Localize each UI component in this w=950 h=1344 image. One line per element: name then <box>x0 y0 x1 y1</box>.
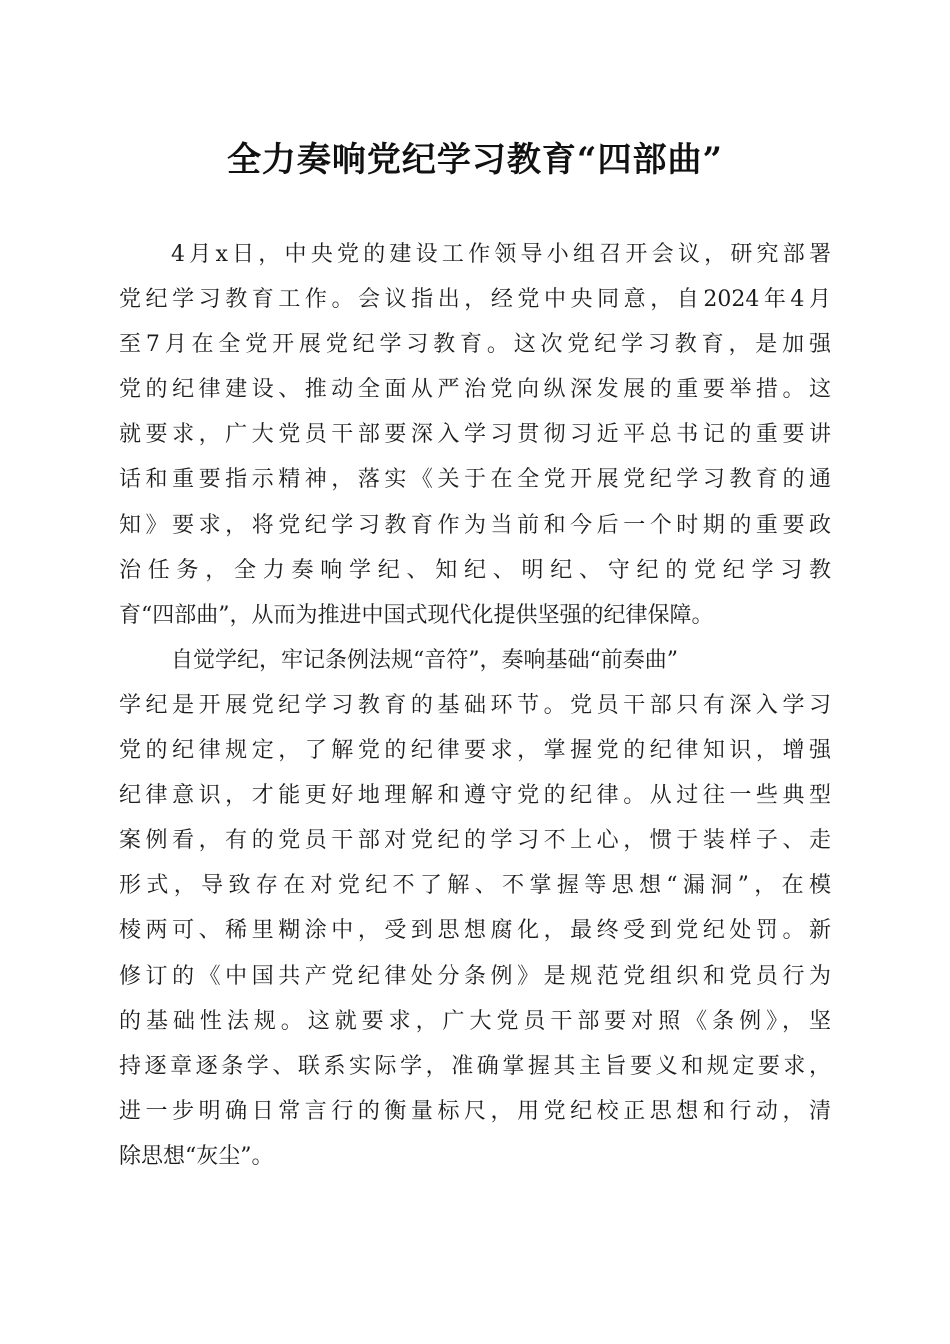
text-line: 形式，导致存在对党纪不了解、不掌握等思想“漏洞”，在模 <box>119 873 831 899</box>
text-line: 党纪学习教育工作。会议指出，经党中央同意，自2024年4月 <box>119 287 831 313</box>
text-line: 就要求，广大党员干部要深入学习贯彻习近平总书记的重要讲 <box>119 422 831 448</box>
text-line: 至7月在全党开展党纪学习教育。这次党纪学习教育，是加强 <box>119 332 831 358</box>
text-line: 育“四部曲”，从而为推进中国式现代化提供坚强的纪律保障。 <box>119 602 714 628</box>
text-line: 话和重要指示精神，落实《关于在全党开展党纪学习教育的通 <box>119 467 831 493</box>
text-line: 自觉学纪，牢记条例法规“音符”，奏响基础“前奏曲” <box>171 647 678 673</box>
text-line: 纪律意识，才能更好地理解和遵守党的纪律。从过往一些典型 <box>119 783 831 809</box>
text-line: 除思想“灰尘”。 <box>119 1143 274 1169</box>
text-line: 持逐章逐条学、联系实际学，准确掌握其主旨要义和规定要求， <box>119 1053 831 1079</box>
paragraph-1 <box>119 232 831 638</box>
text-line: 治任务，全力奏响学纪、知纪、明纪、守纪的党纪学习教 <box>119 557 831 583</box>
text-line: 修订的《中国共产党纪律处分条例》是规范党组织和党员行为 <box>119 963 831 989</box>
text-line: 的基础性法规。这就要求，广大党员干部要对照《条例》，坚 <box>119 1008 831 1034</box>
document-title: 全力奏响党纪学习教育“四部曲” <box>226 140 724 180</box>
text-line: 棱两可、稀里糊涂中，受到思想腐化，最终受到党纪处罚。新 <box>119 918 831 944</box>
text-line: 知》要求，将党纪学习教育作为当前和今后一个时期的重要政 <box>119 512 831 538</box>
text-line: 党的纪律规定，了解党的纪律要求，掌握党的纪律知识，增强 <box>119 738 831 764</box>
text-line: 党的纪律建设、推动全面从严治党向纵深发展的重要举措。这 <box>119 377 831 403</box>
text-line: 进一步明确日常言行的衡量标尺，用党纪校正思想和行动，清 <box>119 1098 831 1124</box>
text-line: 4月x日，中央党的建设工作领导小组召开会议，研究部署 <box>171 242 831 267</box>
text-line: 学纪是开展党纪学习教育的基础环节。党员干部只有深入学习 <box>119 692 831 718</box>
paragraph-2 <box>119 683 831 1179</box>
section-heading <box>119 638 831 683</box>
document-body <box>119 232 831 1179</box>
text-line: 案例看，有的党员干部对党纪的学习不上心，惯于装样子、走 <box>119 828 831 854</box>
